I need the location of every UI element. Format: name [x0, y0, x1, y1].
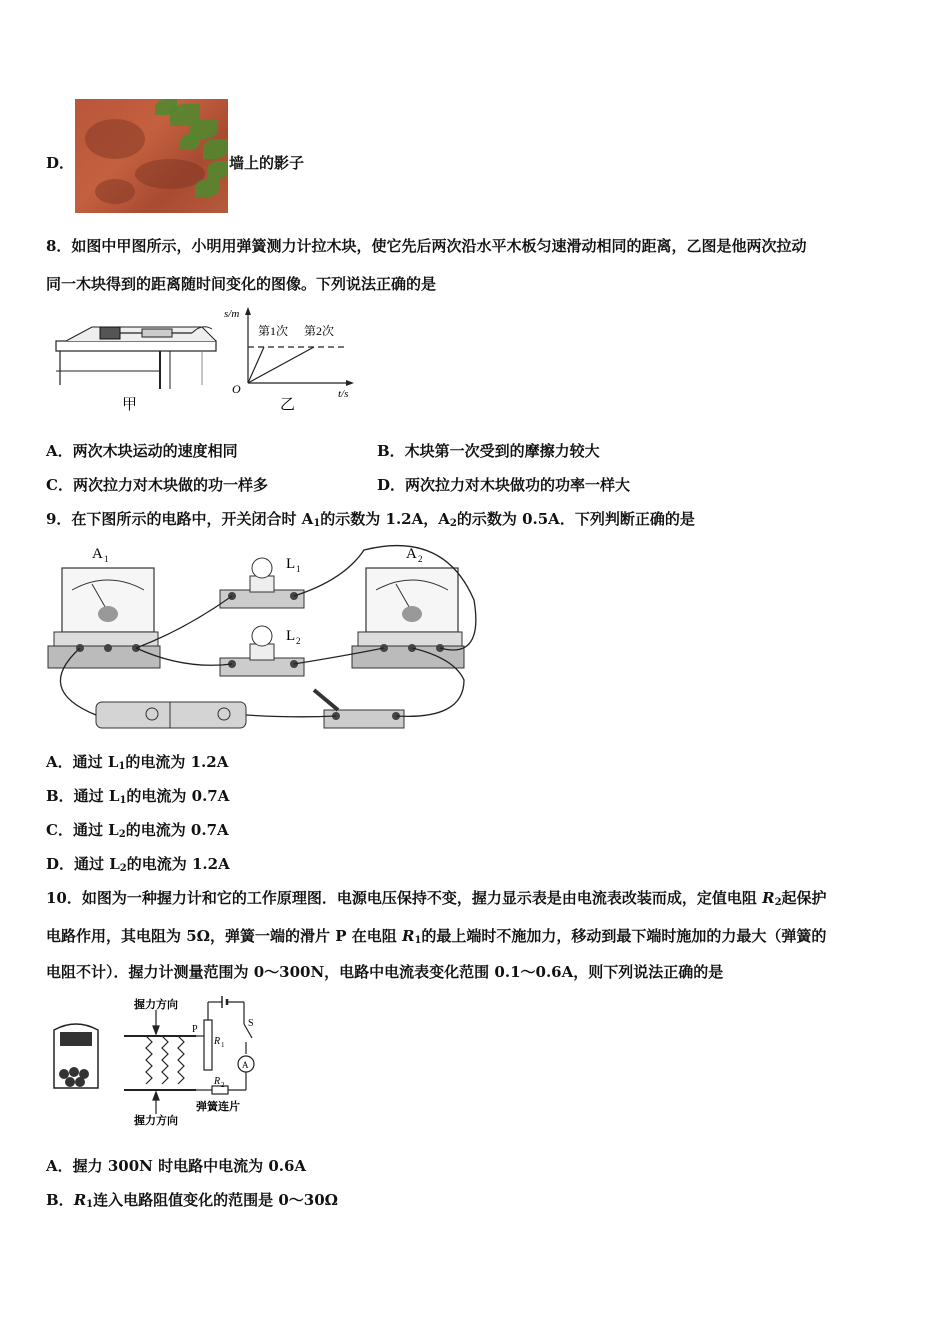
svg-text:P: P — [192, 1024, 198, 1035]
axis-x-label: t/s — [338, 388, 349, 400]
svg-text:A: A — [406, 546, 417, 562]
q9-stem: 9．在下图所示的电路中，开关闭合时 $A_1$的示数为 1.2A，$A_2$的示数为 0.5A．下列判断正确的是 — [46, 510, 695, 529]
series1-line — [248, 347, 264, 383]
series1-label: 第1次 — [258, 324, 289, 338]
fig-yi-graph — [245, 307, 354, 386]
series2-label: 第2次 — [304, 324, 335, 338]
spring-mechanism — [124, 996, 254, 1114]
q9-option-c: C．通过 $L_2$的电流为 0.7A — [46, 821, 229, 840]
q8-option-a: A．两次木块运动的速度相同 — [46, 442, 238, 460]
fig-jia-label: 甲 — [122, 397, 138, 413]
ammeter-a1 — [48, 568, 160, 668]
q10-stem-line2: 电路作用，其电阻为 5Ω，弹簧一端的滑片 P 在电阻 $R_1$的最上端时不施加力，移动到最下端时施加的力最大（弹簧的 — [46, 927, 827, 946]
svg-text:2: 2 — [221, 1081, 225, 1089]
svg-text:1: 1 — [104, 554, 109, 564]
svg-text:2: 2 — [418, 554, 423, 564]
switch — [314, 690, 404, 728]
q10-figure — [46, 994, 276, 1126]
svg-text:2: 2 — [296, 636, 301, 646]
svg-text:弹簧连片: 弹簧连片 — [196, 1100, 240, 1113]
q8-option-b: B．木块第一次受到的摩擦力较大 — [377, 442, 600, 460]
wall-shadow-photo — [75, 99, 228, 213]
fig-yi-label: 乙 — [280, 397, 296, 413]
q8-stem-line1: 8．如图中甲图所示，小明用弹簧测力计拉木块，使它先后两次沿水平木板匀速滑动相同的距离，乙图是他两次拉动 — [46, 237, 807, 255]
q7-option-d-text: 墙上的影子 — [229, 154, 305, 172]
ammeter-a2 — [352, 568, 464, 668]
q9-option-a: A．通过 $L_1$的电流为 1.2A — [46, 753, 229, 772]
q8-stem-line2: 同一木块得到的距离随时间变化的图像。下列说法正确的是 — [46, 275, 437, 293]
svg-text:1: 1 — [221, 1041, 225, 1049]
battery-pack — [96, 702, 246, 728]
q7-option-d-label: D． — [46, 154, 75, 172]
svg-text:L: L — [286, 556, 296, 572]
fig-jia-table — [56, 327, 216, 389]
axis-y-label: s/m — [224, 308, 240, 320]
q8-figure — [52, 305, 372, 415]
q9-circuit-figure — [44, 540, 490, 738]
series2-line — [248, 347, 314, 383]
q10-option-b: B．$R_1$连入电路阻值变化的范围是 0～30Ω — [46, 1191, 339, 1210]
svg-text:A: A — [92, 546, 103, 562]
svg-text:R: R — [214, 1076, 221, 1087]
svg-text:A: A — [242, 1060, 249, 1070]
svg-text:握力方向: 握力方向 — [134, 1114, 178, 1126]
q10-stem-line3: 电阻不计）．握力计测量范围为 0～300N，电路中电流表变化范围 0.1～0.6A，则下列说法正确的是 — [46, 963, 724, 981]
q8-option-c: C．两次拉力对木块做的功一样多 — [46, 476, 268, 494]
svg-text:1: 1 — [296, 564, 301, 574]
q8-option-d: D．两次拉力对木块做功的功率一样大 — [377, 476, 631, 494]
q10-option-a: A．握力 300N 时电路中电流为 0.6A — [46, 1157, 307, 1175]
grip-device-sketch — [54, 1024, 98, 1088]
origin-label: O — [232, 382, 241, 396]
svg-text:握力方向: 握力方向 — [134, 998, 178, 1011]
q9-option-b: B．通过 $L_1$的电流为 0.7A — [46, 787, 230, 806]
svg-text:R: R — [214, 1036, 221, 1047]
svg-text:S: S — [248, 1018, 254, 1029]
svg-text:L: L — [286, 628, 296, 644]
q10-stem-line1: 10．如图为一种握力计和它的工作原理图．电源电压保持不变，握力显示表是由电流表改装而成，定值电阻 $R_2$起保护 — [46, 889, 827, 908]
q9-option-d: D．通过 $L_2$的电流为 1.2A — [46, 855, 230, 874]
